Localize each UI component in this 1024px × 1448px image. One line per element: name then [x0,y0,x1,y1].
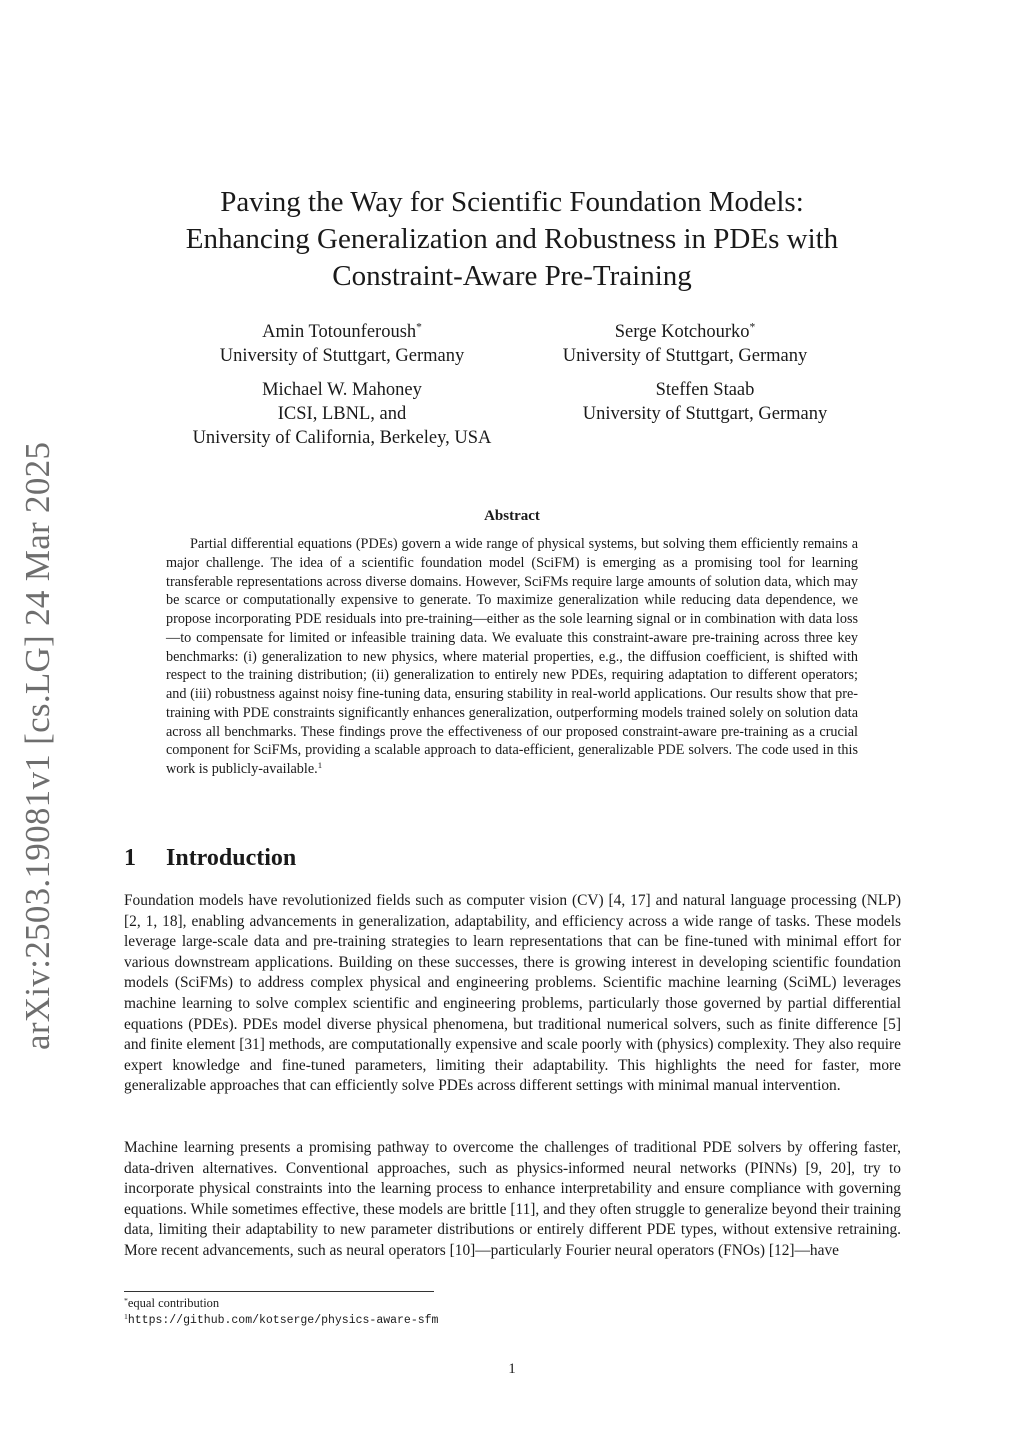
abstract-text [166,535,858,779]
footnote-divider [124,1291,434,1292]
section-number: 1 [124,845,136,871]
author-name: Amin Totounferoush [262,322,417,342]
title-line: Paving the Way for Scientific Foundation Models: [220,186,804,218]
footnote [124,1311,438,1329]
equal-contribution-mark: * [749,321,756,334]
author-affiliation: University of Stuttgart, Germany [562,346,808,366]
paper-title [120,184,904,295]
footnote-ref[interactable]: 1 [317,760,323,771]
page-number: 1 [508,1361,516,1377]
section-heading [124,845,296,872]
footnote-mark: * [124,1295,128,1305]
footnote-text: equal contribution [127,1296,220,1310]
body-paragraph: Foundation models have revolutionized fields such as computer vision (CV) [4, 17] and natural language processing (NLP) [2, 1, 18], enabling advancements in generalization, adaptability, and efficiency across a wide range of tasks. These models leverage large-scale data and pre-training strategies to learn representations that can be fine-tuned with minimal effort for various downstream applications. Building on these successes, there is growing interest in developing scientific foundation models (SciFMs) to address complex physical and engineering problems. Scientific machine learning (SciML) leverages machine learning to solve complex scientific and engineering problems, particularly those governed by partial differential equations (PDEs). PDEs model diverse physical phenomena, but traditional numerical solvers, such as finite difference [5] and finite element [31] methods, are computationally expensive and scale poorly with (physics) complexity. They also require expert knowledge and fine-tuned parameters, limiting their adaptability. This highlights the need for faster, more generalizable approaches that can efficiently solve PDEs across different settings with minimal manual intervention. [124,892,901,1095]
footnote [124,1295,219,1311]
section-title: Introduction [166,845,297,871]
author-affiliation: University of Stuttgart, Germany [582,404,828,424]
abstract-body-text: Partial differential equations (PDEs) govern a wide range of physical systems, but solving them efficiently remains a major challenge. The idea of a scientific foundation model (SciFM) is emerging as a promising tool for learning transferable representations across diverse domains. However, SciFMs require large amounts of solution data, which may be scarce or computationally expensive to generate. To maximize generalization while reducing data dependence, we propose incorporating PDE residuals into pre-training—either as the sole learning signal or in combination with data loss—to compensate for limited or infeasible training data. We evaluate this constraint-aware pre-training across three key benchmarks: (i) generalization to new physics, where material properties, e.g., the diffusion coefficient, is shifted with respect to the training distribution; (ii) generalization to entirely new PDEs, requiring adaptation to different operators; and (iii) robustness against noisy fine-tuning data, ensuring stability in real-world applications. Our results show that pre-training with PDE constraints significantly enhances generalization, outperforming models trained solely on solution data across all benchmarks. These findings prove the effectiveness of our proposed constraint-aware pre-training as a crucial component for SciFMs, providing a scalable approach to data-efficient, generalizable PDE solvers. The code used in this work is publicly-available. [166,536,858,777]
footnote-mark: 1 [124,1311,128,1321]
author-affiliation: ICSI, LBNL, and [277,404,407,424]
author-block [168,320,516,368]
title-line: Constraint-Aware Pre-Training [332,260,692,292]
title-line: Enhancing Generalization and Robustness in PDEs with [185,223,839,255]
author-affiliation: University of Stuttgart, Germany [219,346,465,366]
author-name: Michael W. Mahoney [262,380,422,400]
equal-contribution-mark: * [416,321,422,334]
author-name: Serge Kotchourko [614,322,750,342]
author-name: Steffen Staab [655,380,755,400]
author-block [148,378,536,450]
author-affiliation: University of California, Berkeley, USA [192,428,492,448]
arxiv-identifier-stamp: arXiv:2503.19081v1 [cs.LG] 24 Mar 2025 [18,441,57,1050]
code-repository-link[interactable]: https://github.com/kotserge/physics-aware-sfm [127,1314,439,1327]
author-block [540,378,870,426]
body-paragraph: Machine learning presents a promising pathway to overcome the challenges of traditional PDE solvers by offering faster, data-driven alternatives. Conventional approaches, such as physics-informed neural networks (PINNs) [9, 20], try to incorporate physical constraints into the learning process to enhance interpretability and ensure compliance with governing equations. While sometimes effective, these models are brittle [11], and they often struggle to generalize beyond their training data, limiting their adaptability to new parameter distributions or entirely different PDE types, without extensive retraining. More recent advancements, such as neural operators [10]—particularly Fourier neural operators (FNOs) [12]—have [124,1139,901,1259]
abstract-heading: Abstract [484,508,540,524]
author-block [520,320,850,368]
